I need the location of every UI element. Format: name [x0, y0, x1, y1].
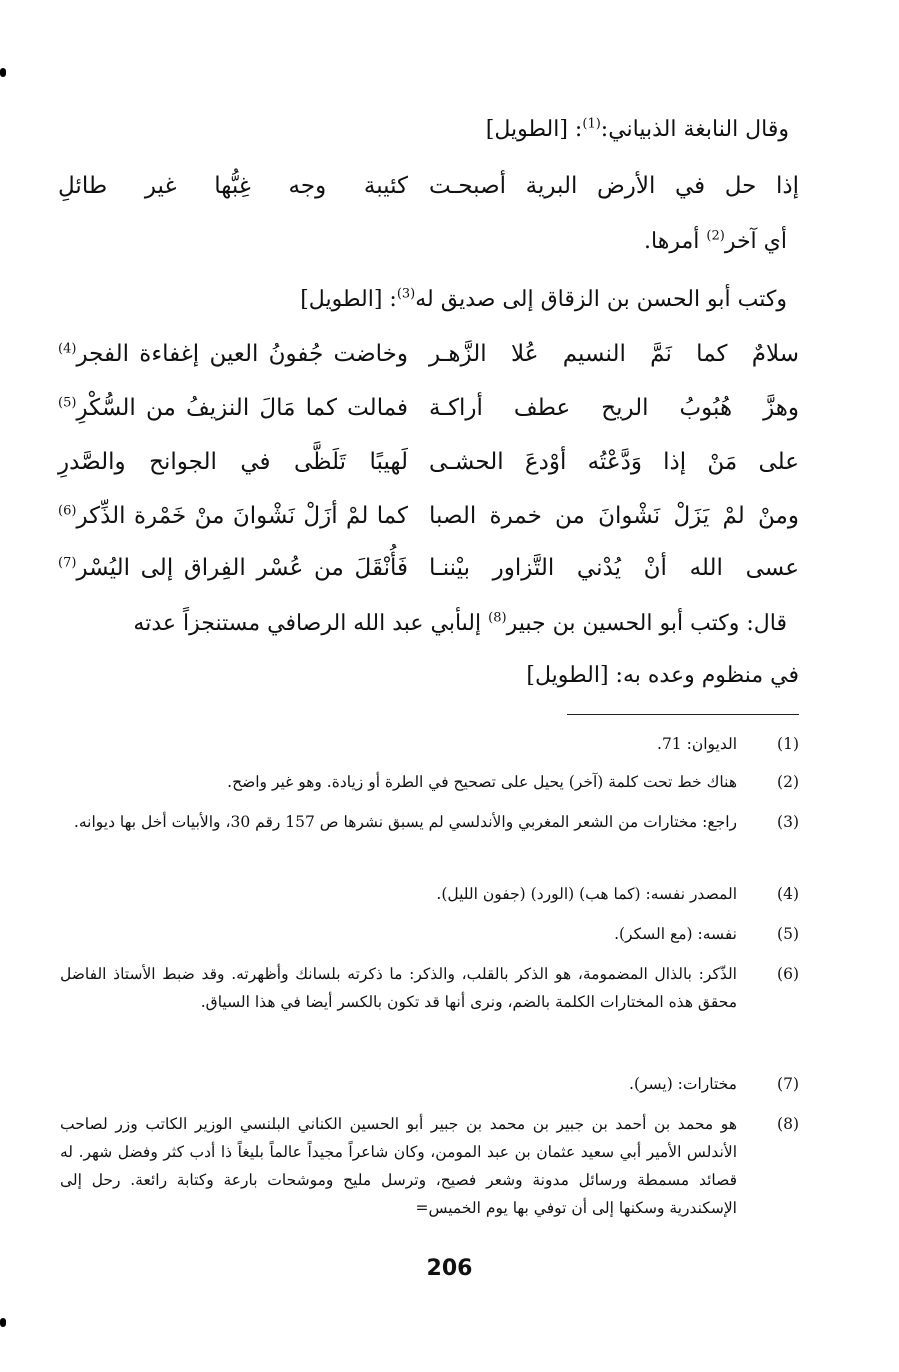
footnote-number: (6) [777, 965, 799, 983]
verse-second-hemistich: فَأُنْقَلَ من عُسْر الفِراق إلى اليُسْر$^{(7)}$ [58, 555, 408, 581]
verse-second-hemistich: كما لمْ أزَلْ نَشْوانَ منْ خَمْرة الذِّكر$^{(6)}$ [58, 503, 408, 529]
scan-mark [0, 1318, 6, 1327]
footnote-number: (2) [777, 773, 799, 791]
footnote-6 [60, 960, 799, 1016]
footnote-text: الذّكر: بالذال المضمومة، هو الذكر بالقلب، والذكر: ما ذكرته بلسانك وأظهرته. وقد ضبط الأستاذ الفاضل محقق هذه المختارات الكلمة بالضم، ونرى أنها قد تكون بالكسر أيضا في هذا السياق. [60, 965, 737, 1011]
poem2-intro: وكتب أبو الحسن بن الزقاق إلى صديق له$^{(3)}$: [الطويل] [300, 286, 787, 312]
footnote-text: راجع: مختارات من الشعر المغربي والأندلسي لم يسبق نشرها ص 157 رقم 30، والأبيات أخل بها ديوانه. [73, 813, 737, 831]
footnote-7 [60, 1070, 799, 1098]
footnote-3 [60, 808, 799, 836]
verse-first-hemistich: وهزَّ هُبُوبُ الريح عطف أراكـة [429, 395, 799, 421]
footnote-number: (5) [777, 925, 799, 943]
poem2-verse-1 [58, 334, 799, 374]
poem3-intro-line1: قال: وكتب أبو الحسين بن جبير$^{(8)}$ إلىأبي عبد الله الرصافي مستنجزاً عدته [133, 610, 787, 636]
footnote-number: (3) [777, 813, 799, 831]
poem2-verse-5 [58, 548, 799, 588]
page-number: 206 [426, 1256, 473, 1281]
footnote-8 [60, 1110, 799, 1222]
verse-second-hemistich: كئيبة وجه غِبُّها غير طائلِ [58, 173, 408, 199]
footnote-number: (8) [777, 1115, 799, 1133]
footnote-number: (4) [777, 885, 799, 903]
verse-second-hemistich: وخاضت جُفونُ العين إغفاءة الفجر$^{(4)}$ [58, 341, 408, 367]
footnote-text: هناك خط تحت كلمة (آخر) يحيل على تصحيح في الطرة أو زيادة. وهو غير واضح. [227, 773, 737, 791]
poem1-note: أي آخر$^{(2)}$ أمرها. [644, 228, 787, 254]
poem1-verse [58, 166, 799, 206]
verse-first-hemistich: ومنْ لمْ يَزَلْ نَشْوانَ من خمرة الصبا [429, 503, 799, 529]
verse-second-hemistich: فمالت كما مَالَ النزيفُ من السُّكْرِ$^{(5)}$ [58, 395, 408, 421]
footnote-2 [60, 768, 799, 796]
footnote-5 [60, 920, 799, 948]
verse-first-hemistich: سلامٌ كما نَمَّ النسيم عُلا الزَّهـر [429, 341, 799, 367]
verse-first-hemistich: عسى الله أنْ يُدْني التَّزاور بيْننـا [429, 555, 799, 581]
verse-second-hemistich: لَهيبًا تَلَظَّى في الجوانح والصَّدرِ [58, 449, 408, 475]
verse-first-hemistich: على مَنْ إذا وَدَّعْتُه أوْدعَ الحشـى [429, 449, 799, 475]
footnote-text: مختارات: (يسر). [629, 1075, 737, 1093]
footnote-text: المصدر نفسه: (كما هب) (الورد) (جفون الليل). [436, 885, 737, 903]
poem3-intro-line2: في منظوم وعده به: [الطويل] [526, 663, 799, 688]
footnote-number: (1) [777, 735, 799, 753]
footnote-4 [60, 880, 799, 908]
footnote-text: نفسه: (مع السكر). [614, 925, 737, 943]
poem1-intro: وقال النابغة الذبياني:$^{(1)}$: [الطويل] [485, 116, 789, 142]
footnote-separator [567, 714, 799, 715]
poem2-verse-3 [58, 442, 799, 482]
scan-mark [0, 68, 6, 77]
footnote-number: (7) [777, 1075, 799, 1093]
footnote-text: هو محمد بن أحمد بن جبير بن محمد بن جبير أبو الحسين الكناني البلنسي الوزير الكاتب وزر لصاحب الأندلس الأمير أبي سعيد عثمان بن عبد المومن، وكان شاعراً مجيداً عالماً بليغاً ذا أدب كثر وفضل شهر. له قصائد مسمطة ورسائل مدونة وشعر فصيح، وترسل مليح وموشحات بارعة وكتابة رائعة. رحل إلى الإسكندرية وسكنها إلى أن توفي بها يوم الخميس= [60, 1115, 737, 1217]
poem2-verse-2 [58, 388, 799, 428]
footnote-text: الديوان: 71. [657, 735, 737, 753]
footnote-1 [60, 730, 799, 758]
verse-first-hemistich: إذا حل في الأرض البرية أصبحـت [429, 173, 799, 199]
poem2-verse-4 [58, 496, 799, 536]
